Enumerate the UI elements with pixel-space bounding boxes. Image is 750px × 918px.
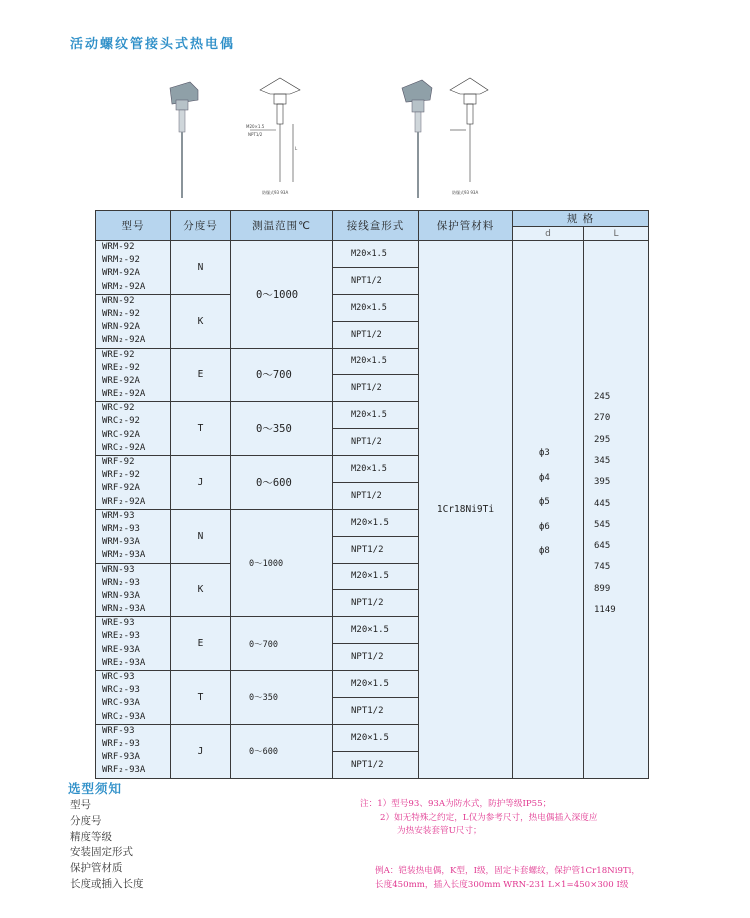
division-cell: N: [171, 241, 231, 295]
range-cell: 0～350: [231, 402, 333, 456]
box-cell: NPT1/2: [333, 644, 419, 671]
product-figures: [150, 70, 490, 205]
model-group-6: WRN-93 WRN₂-93 WRN-93A WRN₂-93A: [96, 563, 171, 617]
range-cell: 0～1000: [231, 241, 333, 349]
box-cell: NPT1/2: [333, 536, 419, 563]
example-block: [375, 864, 695, 892]
list-item: 保护管材质: [70, 862, 123, 875]
division-cell: E: [171, 617, 231, 671]
note-2-cont: 为热安装套管U尺寸；: [397, 826, 482, 836]
model-group-0: WRM-92 WRM₂-92 WRM-92A WRM₂-92A: [96, 241, 171, 295]
box-cell: NPT1/2: [333, 429, 419, 456]
box-cell: M20×1.5: [333, 348, 419, 375]
header-material: 保护管材料: [419, 211, 513, 241]
box-cell: M20×1.5: [333, 509, 419, 536]
page-title: 活动螺纹管接头式热电偶: [70, 37, 236, 52]
figure-caption-1: 防爆式93 93A: [262, 190, 289, 195]
l-values: 245 270 295 345 395 445 545 645 745 899 1149: [584, 241, 649, 779]
list-item: 型号: [70, 799, 91, 811]
thermocouple-photo-2: [402, 80, 432, 198]
header-spec: 规 格: [513, 211, 649, 227]
note-1: 注：1）型号93、93A为防水式，防护等级IP55；: [360, 799, 552, 809]
division-cell: N: [171, 509, 231, 563]
material-cell: 1Cr18Ni9Ti: [419, 241, 513, 779]
range-cell: 0～700: [231, 617, 333, 671]
box-cell: M20×1.5: [333, 456, 419, 483]
box-cell: M20×1.5: [333, 671, 419, 698]
list-item: 精度等级: [70, 830, 112, 843]
model-group-2: WRE-92 WRE₂-92 WRE-92A WRE₂-92A: [96, 348, 171, 402]
figure-caption-2: 防爆式93 93A: [452, 190, 479, 195]
spec-table: [95, 210, 649, 779]
example-line-2: 长度450mm，插入长度300mm WRN-231 L×1=450×300 I级: [375, 880, 629, 890]
division-cell: J: [171, 724, 231, 778]
box-cell: M20×1.5: [333, 241, 419, 268]
d-values: ф3 ф4 ф5 ф6 ф8: [513, 241, 584, 779]
box-cell: M20×1.5: [333, 402, 419, 429]
dim-label-npt: NPT1/2: [248, 132, 263, 137]
range-cell: 0～600: [231, 724, 333, 778]
box-cell: M20×1.5: [333, 294, 419, 321]
note-2: 2）如无特殊之约定，L仅为参考尺寸，热电偶插入深度应: [380, 812, 598, 823]
division-cell: K: [171, 294, 231, 348]
header-l: L: [584, 227, 649, 241]
model-group-4: WRF-92 WRF₂-92 WRF-92A WRF₂-92A: [96, 456, 171, 510]
model-group-7: WRE-93 WRE₂-93 WRE-93A WRE₂-93A: [96, 617, 171, 671]
list-item: 安装固定形式: [70, 846, 133, 859]
box-cell: NPT1/2: [333, 375, 419, 402]
dim-label-length: L: [295, 146, 298, 151]
range-cell: 0～700: [231, 348, 333, 402]
model-group-3: WRC-92 WRC₂-92 WRC-92A WRC₂-92A: [96, 402, 171, 456]
selection-title: 选型须知: [68, 781, 123, 796]
model-group-5: WRM-93 WRM₂-93 WRM-93A WRM₂-93A: [96, 509, 171, 563]
list-item: 长度或插入长度: [70, 877, 144, 890]
box-cell: NPT1/2: [333, 697, 419, 724]
box-cell: NPT1/2: [333, 482, 419, 509]
box-cell: NPT1/2: [333, 267, 419, 294]
division-cell: K: [171, 563, 231, 617]
notes-block: [360, 798, 690, 839]
list-item: 分度号: [70, 814, 102, 827]
box-cell: M20×1.5: [333, 724, 419, 751]
dim-label-thread: M20×1.5: [246, 124, 265, 129]
thermocouple-drawing-1: [246, 78, 300, 195]
model-group-1: WRN-92 WRN₂-92 WRN-92A WRN₂-92A: [96, 294, 171, 348]
box-cell: NPT1/2: [333, 590, 419, 617]
box-cell: NPT1/2: [333, 321, 419, 348]
selection-list: [70, 798, 144, 893]
division-cell: T: [171, 671, 231, 725]
range-cell: 0～600: [231, 456, 333, 510]
header-box: 接线盒形式: [333, 211, 419, 241]
thermocouple-photo-1: [170, 82, 198, 198]
division-cell: T: [171, 402, 231, 456]
header-division: 分度号: [171, 211, 231, 241]
division-cell: J: [171, 456, 231, 510]
box-cell: NPT1/2: [333, 751, 419, 778]
model-group-8: WRC-93 WRC₂-93 WRC-93A WRC₂-93A: [96, 671, 171, 725]
header-range: 测温范围℃: [231, 211, 333, 241]
division-cell: E: [171, 348, 231, 402]
box-cell: M20×1.5: [333, 563, 419, 590]
thermocouple-drawing-2: [450, 78, 488, 195]
model-group-9: WRF-93 WRF₂-93 WRF-93A WRF₂-93A: [96, 724, 171, 778]
header-model: 型号: [96, 211, 171, 241]
header-d: d: [513, 227, 584, 241]
range-cell: 0～1000: [231, 509, 333, 617]
range-cell: 0～350: [231, 671, 333, 725]
box-cell: M20×1.5: [333, 617, 419, 644]
example-line-1: 例A：铠装热电偶，K型，I级，固定卡套螺纹，保护管1Cr18Ni9Ti，: [375, 866, 640, 876]
